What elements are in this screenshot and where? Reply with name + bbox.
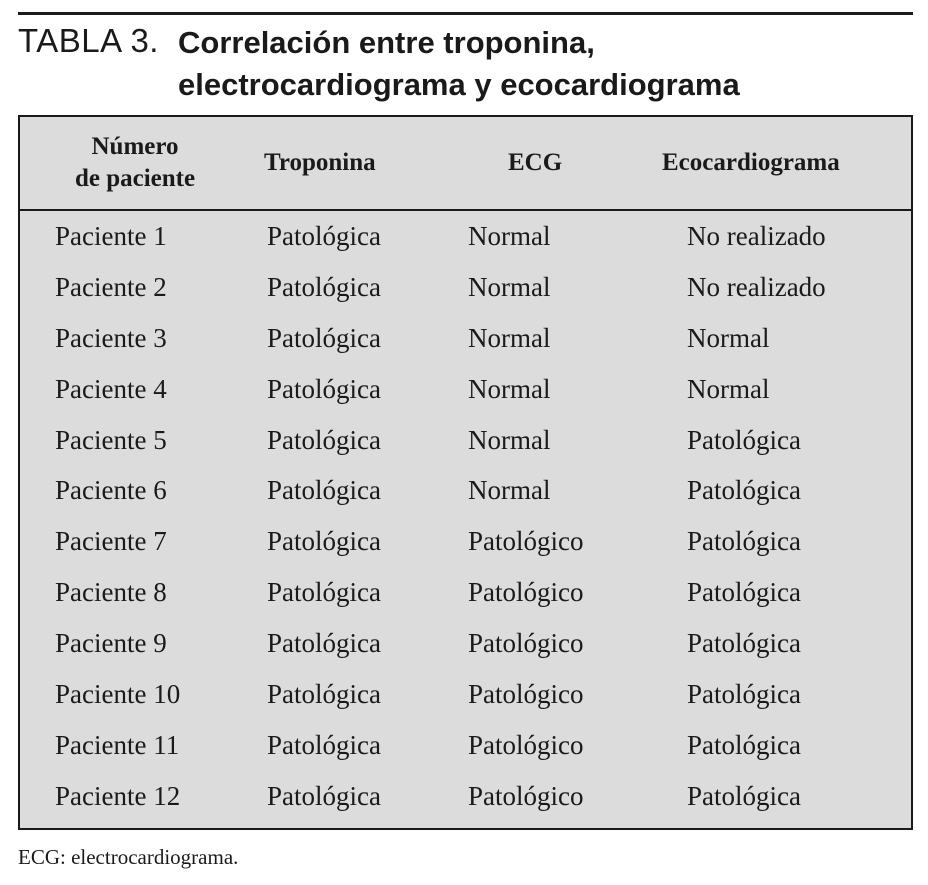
patient-cell: Paciente 9 (55, 628, 167, 659)
ecg-cell: Patológico (468, 780, 584, 811)
troponin-cell: Patológica (267, 475, 381, 506)
patient-cell: Paciente 1 (55, 221, 167, 251)
troponin-cell: Patológica (267, 271, 381, 302)
header-troponin: Troponina (264, 149, 376, 176)
ecg-cell: Patológico (468, 679, 584, 710)
ecg-cell: Normal (468, 424, 551, 455)
header-ecg: ECG (508, 149, 563, 176)
troponin-cell: Patológica (267, 526, 381, 557)
echo-cell: No realizado (687, 221, 826, 251)
header-patient-line-1: Número (91, 133, 179, 160)
ecg-cell: Patológico (468, 526, 584, 557)
ecg-cell: Normal (468, 271, 551, 302)
troponin-cell: Patológica (267, 373, 381, 404)
echo-cell: Patológica (687, 628, 801, 659)
header-patient-line-2: de paciente (74, 165, 196, 192)
echo-cell: Normal (687, 373, 770, 404)
table-row (20, 567, 911, 618)
echo-cell: Patológica (687, 526, 801, 557)
header-echocardiogram: Ecocardiograma (662, 149, 840, 176)
troponin-cell: Patológica (267, 628, 381, 659)
table-row (20, 720, 911, 771)
echo-cell: Patológica (687, 424, 801, 455)
table-row (20, 415, 911, 466)
echo-cell: Patológica (687, 679, 801, 710)
troponin-cell: Patológica (267, 679, 381, 710)
patient-cell: Paciente 6 (55, 475, 167, 506)
ecg-cell: Normal (468, 221, 551, 251)
top-rule (18, 12, 913, 15)
table-row (20, 465, 911, 516)
table-header-row (20, 117, 911, 211)
echo-cell: No realizado (687, 271, 826, 302)
table-row (20, 364, 911, 415)
ecg-cell: Normal (468, 322, 551, 353)
table-footnote: ECG: electrocardiograma. (18, 845, 239, 869)
data-table (18, 115, 913, 830)
echo-cell: Patológica (687, 475, 801, 506)
troponin-cell: Patológica (267, 322, 381, 353)
table-row (20, 262, 911, 313)
troponin-cell: Patológica (267, 729, 381, 760)
ecg-cell: Patológico (468, 729, 584, 760)
patient-cell: Paciente 2 (55, 271, 167, 302)
table-title-line-1: Correlación entre troponina, (178, 25, 595, 60)
echo-cell: Patológica (687, 729, 801, 760)
troponin-cell: Patológica (267, 424, 381, 455)
patient-cell: Paciente 4 (55, 373, 167, 404)
table-row (20, 618, 911, 669)
echo-cell: Normal (687, 322, 770, 353)
table-title (178, 22, 740, 106)
header-patient-number (50, 117, 220, 209)
ecg-cell: Normal (468, 373, 551, 404)
patient-cell: Paciente 8 (55, 577, 167, 608)
table-label: TABLA 3. (18, 22, 159, 59)
patient-cell: Paciente 7 (55, 526, 167, 557)
patient-cell: Paciente 10 (55, 679, 181, 710)
table-row (20, 211, 911, 262)
ecg-cell: Patológico (468, 628, 584, 659)
table-title-line-2: electrocardiograma y ecocardiograma (178, 67, 740, 102)
patient-cell: Paciente 11 (55, 729, 180, 760)
ecg-cell: Normal (468, 475, 551, 506)
echo-cell: Patológica (687, 577, 801, 608)
ecg-cell: Patológico (468, 577, 584, 608)
patient-cell: Paciente 3 (55, 322, 167, 353)
table-row (20, 771, 911, 822)
table-row (20, 669, 911, 720)
table-row (20, 313, 911, 364)
troponin-cell: Patológica (267, 221, 381, 251)
patient-cell: Paciente 5 (55, 424, 167, 455)
troponin-cell: Patológica (267, 577, 381, 608)
table-row (20, 516, 911, 567)
patient-cell: Paciente 12 (55, 780, 181, 811)
troponin-cell: Patológica (267, 780, 381, 811)
table-body (20, 211, 911, 822)
echo-cell: Patológica (687, 780, 801, 811)
